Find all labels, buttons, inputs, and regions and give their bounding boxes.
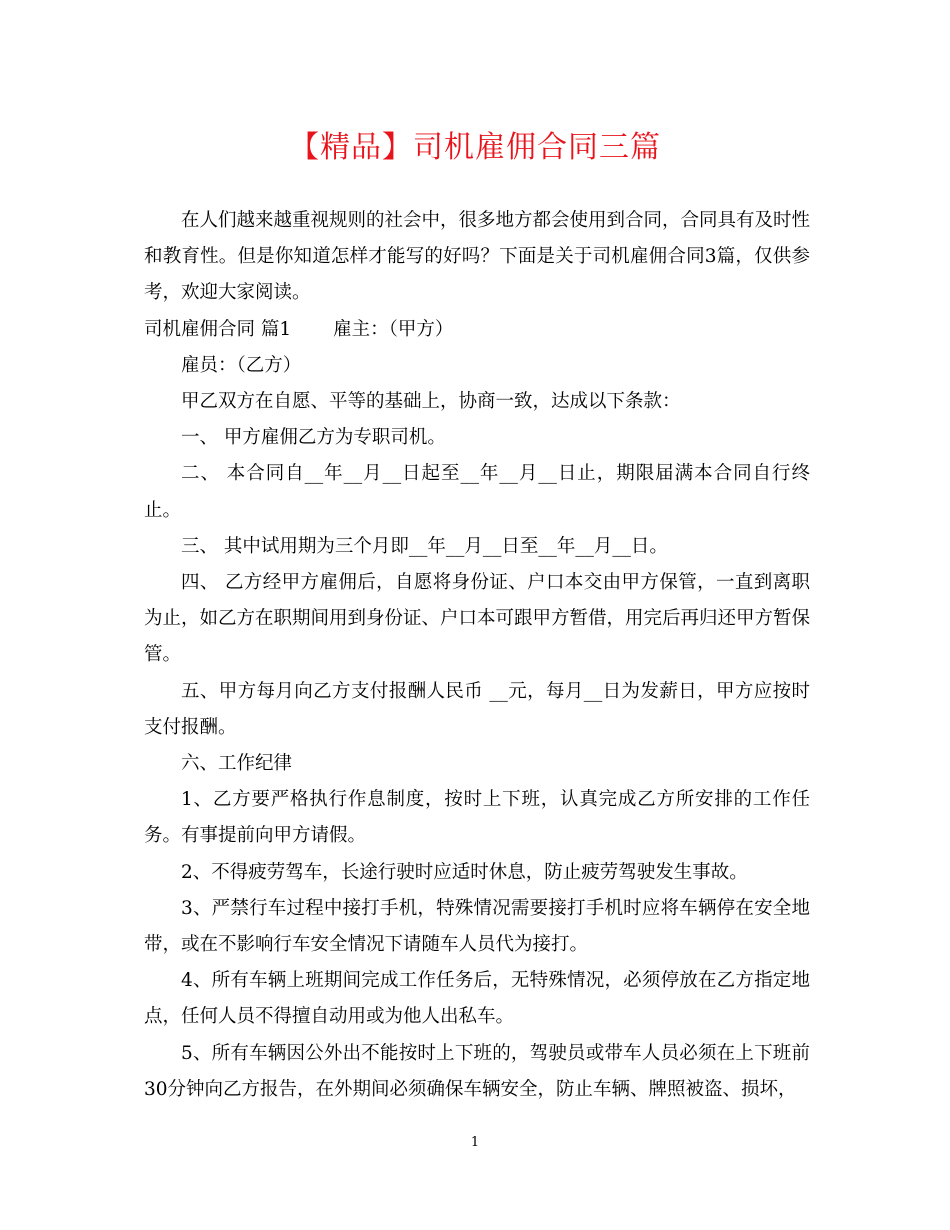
clause-5: 五、甲方每月向乙方支付报酬人民币 __元，每月__日为发薪日，甲方应按时支付报酬。 — [144, 680, 810, 738]
rule-1: 1、乙方要严格执行作息制度，按时上下班，认真完成乙方所安排的工作任务。有事提前向甲方请假。 — [144, 789, 810, 847]
contract-heading: 司机雇佣合同 篇1 — [144, 318, 292, 340]
intro-paragraph: 在人们越来越重视规则的社会中，很多地方都会使用到合同，合同具有及时性和教育性。但是你知道怎样才能写的好吗？下面是关于司机雇佣合同3篇，仅供参考，欢迎大家阅读。 — [144, 210, 811, 304]
preamble-paragraph: 甲乙双方在自愿、平等的基础上，协商一致，达成以下条款： — [181, 391, 681, 413]
employee-line: 雇员：（乙方） — [181, 354, 302, 376]
clause-4: 四、 乙方经甲方雇佣后，自愿将身份证、户口本交由甲方保管，一直到离职为止，如乙方在职期间用到身份证、户口本可跟甲方暂借，用完后再归还甲方暂保管。 — [144, 572, 811, 666]
clause-1: 一、 甲方雇佣乙方为专职司机。 — [181, 427, 446, 449]
rule-3: 3、严禁行车过程中接打手机，特殊情况需要接打手机时应将车辆停在安全地带，或在不影响行车安全情况下请随车人员代为接打。 — [144, 897, 810, 956]
clause-2: 二、 本合同自__年__月__日起至__年__月__日止，期限届满本合同自行终止。 — [144, 463, 810, 521]
rule-4: 4、所有车辆上班期间完成工作任务后，无特殊情况，必须停放在乙方指定地点，任何人员不得擅自动用或为他人出私车。 — [144, 970, 810, 1028]
document-body — [144, 203, 810, 1108]
clause-3: 三、 其中试用期为三个月即__年__月__日至__年__月__日。 — [181, 535, 668, 557]
page-number: 1 — [470, 1135, 480, 1150]
document-title: 【精品】司机雇佣合同三篇 — [289, 130, 661, 165]
rule-5: 5、所有车辆因公外出不能按时上下班的，驾驶员或带车人员必须在上下班前30分钟向乙方报告，在外期间必须确保车辆安全，防止车辆、牌照被盗、损坏， — [144, 1042, 810, 1100]
employer-line: 雇主：（甲方） — [333, 318, 454, 340]
clause-6-heading: 六、工作纪律 — [181, 753, 293, 775]
rule-2: 2、不得疲劳驾车，长途行驶时应适时休息，防止疲劳驾驶发生事故。 — [181, 861, 748, 883]
contract-heading-line — [144, 312, 810, 348]
